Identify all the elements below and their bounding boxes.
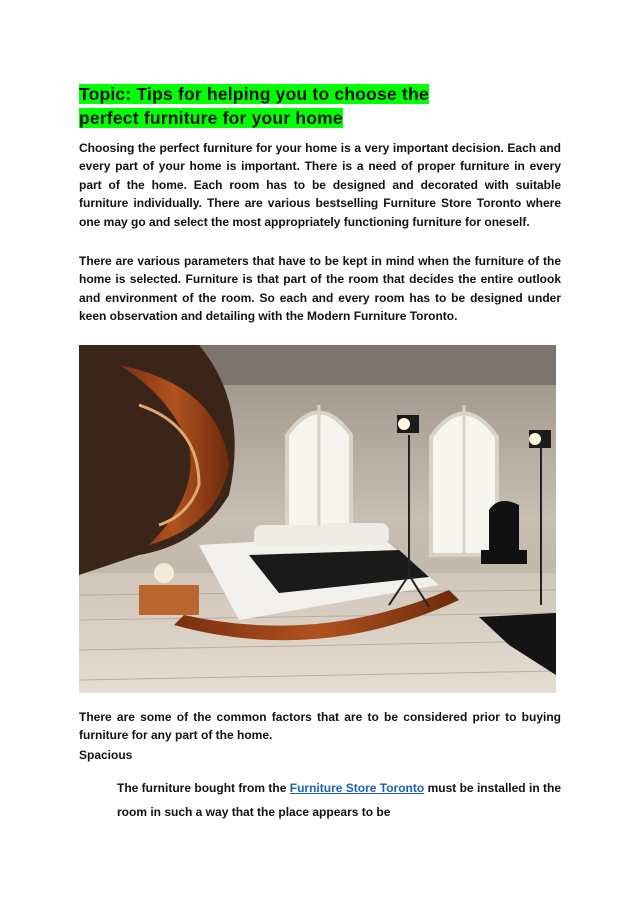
paragraph-intro: Choosing the perfect furniture for your home is a very important decision. Each and every part of your home is important. There is a need of proper furniture in every part of the home. Each room has to be designed and decorated with suitable furniture individually. There are various bestselling Furniture Store Toronto where one may go and select the most appropriately functioning furniture for oneself. xyxy=(79,141,561,229)
paragraph-parameters: There are various parameters that have to be kept in mind when the furniture of the home is selected. Furniture is that part of the room that decides the entire outlook and environment of the room. So each and every room has to be designed under keen observation and detailing with the Modern Furniture Toronto. xyxy=(79,254,561,324)
furniture-store-toronto-link[interactable]: Furniture Store Toronto xyxy=(289,781,425,795)
bedroom-photo xyxy=(79,345,556,693)
topic-title-line1: Topic: Tips for helping you to choose the xyxy=(79,84,429,104)
topic-title-line2: perfect furniture for your home xyxy=(79,108,343,128)
topic-title xyxy=(79,82,559,130)
paragraph-spacious xyxy=(117,776,561,824)
heading-spacious: Spacious xyxy=(79,748,133,762)
spacious-text-after: must be installed in the room in such a way that the place appears to be xyxy=(117,781,561,819)
spacious-text-before: The furniture bought from the xyxy=(117,781,290,795)
paragraph-factors: There are some of the common factors that are to be considered prior to buying furniture for any part of the home. xyxy=(79,710,561,743)
